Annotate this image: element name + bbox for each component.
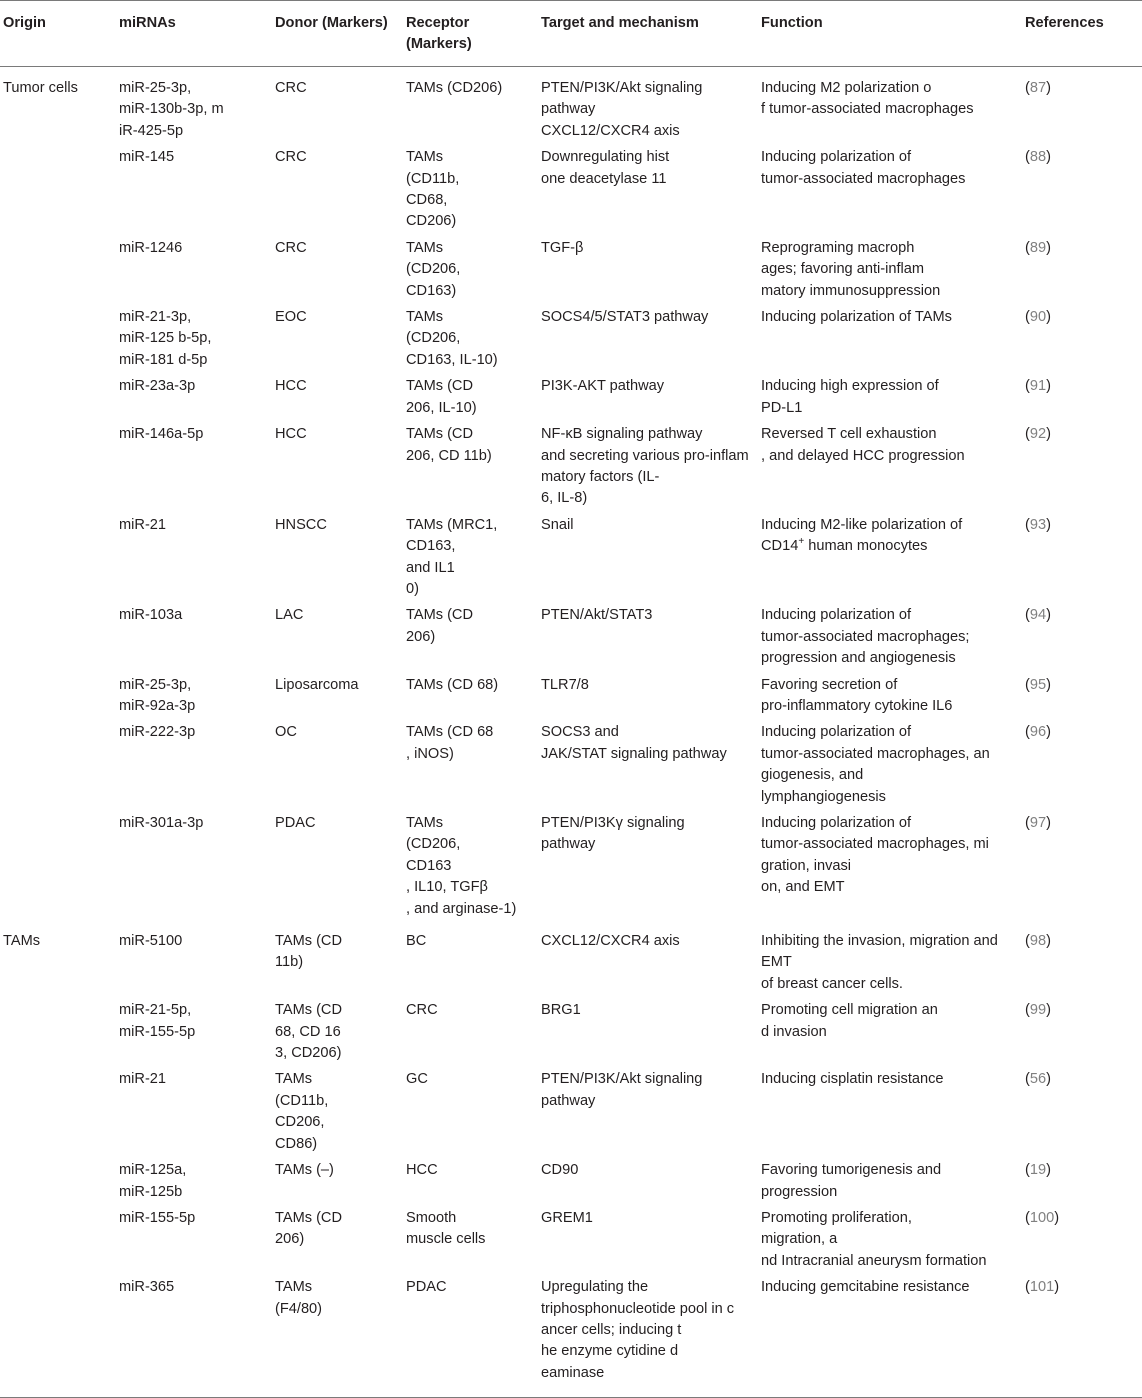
- cell-reference: (97): [1025, 815, 1051, 831]
- cell-reference: (98): [1025, 933, 1051, 950]
- cell-receptor: HCC: [406, 1162, 438, 1179]
- cell-mirnas: miR-21: [119, 1071, 167, 1088]
- cell-target: PTEN/PI3K/Akt signaling pathway: [541, 1071, 703, 1109]
- cell-donor: CRC: [275, 80, 307, 96]
- cell-function: Reprograming macroph ages; favoring anti-inflam matory immunosuppression: [761, 239, 941, 299]
- cell-mirnas: miR-25-3p, miR-130b-3p, m iR-425-5p: [119, 80, 224, 139]
- table-row: [0, 1277, 1142, 1398]
- cell-mirnas: miR-146a-5p: [119, 426, 204, 443]
- cell-target: PTEN/PI3K/Akt signaling pathway CXCL12/CXCR4 axis: [541, 80, 703, 139]
- cell-origin: [0, 1277, 116, 1398]
- cell-origin: [0, 813, 116, 925]
- cell-function: Inducing cisplatin resistance: [761, 1071, 944, 1088]
- cell-function: Inhibiting the invasion, migration and EMT of breast cancer cells.: [761, 933, 998, 992]
- cell-donor: TAMs (–): [275, 1162, 334, 1179]
- cell-target: GREM1: [541, 1209, 593, 1226]
- cell-donor: LAC: [275, 607, 304, 624]
- table-row: [0, 1208, 1142, 1277]
- cell-donor: HNSCC: [275, 516, 327, 533]
- reference-link[interactable]: 95: [1029, 676, 1047, 693]
- reference-link[interactable]: 100: [1029, 1209, 1055, 1226]
- cell-reference: (89): [1025, 239, 1051, 256]
- cell-origin: [0, 722, 116, 813]
- cell-function: Inducing polarization of tumor-associated macrophages; progression and angiogenesis: [761, 607, 970, 667]
- cell-donor: Liposarcoma: [275, 676, 359, 693]
- cell-mirnas: miR-103a: [119, 607, 183, 624]
- header-target: Target and mechanism: [541, 15, 699, 31]
- cell-reference: (101): [1025, 1279, 1060, 1296]
- cell-function: Inducing gemcitabine resistance: [761, 1279, 970, 1296]
- table-row: [0, 515, 1142, 606]
- cell-target: Downregulating hist one deacetylase 11: [541, 149, 670, 187]
- cell-receptor: TAMs (CD11b, CD68, CD206): [406, 149, 460, 230]
- cell-mirnas: miR-5100: [119, 933, 183, 950]
- cell-mirnas: miR-21-5p, miR-155-5p: [119, 1002, 196, 1040]
- cell-function: Inducing polarization of tumor-associated macrophages, mi gration, invasi on, and EMT: [761, 815, 989, 896]
- table-row: [0, 67, 1142, 148]
- cell-receptor: TAMs (CD206, CD163): [406, 239, 461, 299]
- cell-target: PTEN/Akt/STAT3: [541, 607, 653, 624]
- cell-reference: (91): [1025, 378, 1051, 395]
- header-function: Function: [761, 15, 823, 31]
- table-row: [0, 605, 1142, 674]
- cell-reference: (92): [1025, 426, 1051, 443]
- cell-function: Inducing M2 polarization o f tumor-associated macrophages: [761, 80, 974, 118]
- cell-function: Promoting proliferation, migration, a nd Intracranial aneurysm formation: [761, 1209, 987, 1269]
- cell-origin: Tumor cells: [3, 80, 78, 96]
- reference-link[interactable]: 19: [1029, 1162, 1047, 1179]
- cell-function: Favoring tumorigenesis and progression: [761, 1162, 942, 1200]
- cell-donor: HCC: [275, 378, 307, 395]
- cell-mirnas: miR-222-3p: [119, 724, 196, 741]
- cell-mirnas: miR-145: [119, 149, 175, 166]
- reference-link[interactable]: 101: [1029, 1279, 1055, 1296]
- cell-target: CXCL12/CXCR4 axis: [541, 933, 680, 950]
- cell-receptor: GC: [406, 1071, 428, 1088]
- reference-link[interactable]: 90: [1029, 309, 1047, 326]
- header-mirnas: miRNAs: [119, 15, 176, 31]
- table-row: [0, 925, 1142, 1000]
- cell-reference: (100): [1025, 1209, 1060, 1226]
- cell-reference: (19): [1025, 1162, 1051, 1179]
- cell-receptor: Smooth muscle cells: [406, 1209, 486, 1248]
- cell-donor: TAMs (CD11b, CD206, CD86): [275, 1071, 329, 1152]
- reference-link[interactable]: 96: [1029, 724, 1047, 741]
- cell-target: NF-κB signaling pathway and secreting various pro-inflam matory factors (IL- 6, IL-8): [541, 426, 749, 507]
- reference-link[interactable]: 89: [1029, 239, 1047, 256]
- cell-donor: CRC: [275, 239, 307, 256]
- cell-receptor: TAMs (CD206): [406, 80, 503, 96]
- cell-reference: (94): [1025, 607, 1051, 624]
- cell-receptor: TAMs (MRC1, CD163, and IL1 0): [406, 516, 498, 597]
- reference-link[interactable]: 56: [1029, 1071, 1047, 1088]
- cell-reference: (95): [1025, 676, 1051, 693]
- cell-function: Promoting cell migration an d invasion: [761, 1002, 938, 1040]
- cell-function: Reversed T cell exhaustion , and delayed HCC progression: [761, 426, 965, 464]
- reference-link[interactable]: 98: [1029, 933, 1047, 950]
- table-body: [0, 67, 1142, 1398]
- cell-donor: TAMs (F4/80): [275, 1279, 323, 1317]
- cell-origin: [0, 605, 116, 674]
- cell-mirnas: miR-365: [119, 1279, 175, 1296]
- header-receptor: Receptor (Markers): [406, 15, 472, 52]
- cell-receptor: TAMs (CD206, CD163 , IL10, TGFβ , and arginase-1): [406, 815, 517, 917]
- cell-target: TLR7/8: [541, 676, 589, 693]
- cell-reference: (87): [1025, 80, 1051, 96]
- reference-link[interactable]: 93: [1029, 516, 1047, 533]
- cell-function: Inducing polarization of TAMs: [761, 309, 952, 326]
- header-donor: Donor (Markers): [275, 15, 388, 31]
- cell-donor: CRC: [275, 149, 307, 166]
- cell-donor: PDAC: [275, 815, 316, 831]
- table-header: [0, 1, 1142, 67]
- cell-mirnas: miR-23a-3p: [119, 378, 196, 395]
- cell-target: Snail: [541, 516, 574, 533]
- cell-receptor: TAMs (CD 206, IL-10): [406, 378, 477, 416]
- cell-reference: (96): [1025, 724, 1051, 741]
- table-row: [0, 424, 1142, 515]
- cell-receptor: TAMs (CD 68): [406, 676, 499, 693]
- cell-mirnas: miR-155-5p: [119, 1209, 196, 1226]
- cell-target: PI3K-AKT pathway: [541, 378, 665, 395]
- cell-origin: [0, 424, 116, 515]
- cell-donor: TAMs (CD 206): [275, 1209, 343, 1248]
- table-row: [0, 1160, 1142, 1208]
- header-references: References: [1025, 15, 1104, 31]
- table-row: [0, 1000, 1142, 1069]
- reference-link[interactable]: 91: [1029, 378, 1047, 395]
- reference-link[interactable]: 99: [1029, 1002, 1047, 1019]
- cell-function: Inducing high expression of PD-L1: [761, 378, 939, 416]
- cell-mirnas: miR-21: [119, 516, 167, 533]
- cell-receptor: TAMs (CD206, CD163, IL-10): [406, 309, 498, 368]
- cell-origin: [0, 1069, 116, 1160]
- cell-mirnas: miR-21-3p, miR-125 b-5p, miR-181 d-5p: [119, 309, 212, 368]
- reference-link[interactable]: 87: [1029, 80, 1047, 96]
- cell-receptor: TAMs (CD 68 , iNOS): [406, 724, 494, 762]
- cell-receptor: TAMs (CD 206): [406, 607, 474, 645]
- table-row: [0, 675, 1142, 723]
- cell-origin: [0, 515, 116, 606]
- cell-target: SOCS4/5/STAT3 pathway: [541, 309, 709, 326]
- cell-reference: (90): [1025, 309, 1051, 326]
- cell-donor: TAMs (CD 68, CD 16 3, CD206): [275, 1002, 343, 1062]
- cell-target: BRG1: [541, 1002, 581, 1019]
- cell-target: SOCS3 and JAK/STAT signaling pathway: [541, 724, 727, 762]
- cell-donor: EOC: [275, 309, 307, 326]
- cell-origin: TAMs: [3, 933, 41, 950]
- cell-reference: (99): [1025, 1002, 1051, 1019]
- cell-target: Upregulating the triphosphonucleotide pool in c ancer cells; inducing t he enzyme cytidine d eaminase: [541, 1279, 735, 1381]
- cell-function: Inducing polarization of tumor-associated macrophages: [761, 149, 966, 187]
- cell-receptor: BC: [406, 933, 427, 950]
- cell-donor: OC: [275, 724, 297, 741]
- cell-origin: [0, 147, 116, 238]
- cell-target: CD90: [541, 1162, 579, 1179]
- header-row: [0, 1, 1142, 67]
- header-origin: Origin: [3, 15, 46, 31]
- cell-mirnas: miR-25-3p, miR-92a-3p: [119, 676, 196, 714]
- reference-link[interactable]: 97: [1029, 815, 1047, 831]
- reference-link[interactable]: 92: [1029, 426, 1047, 443]
- cell-donor: TAMs (CD 11b): [275, 933, 343, 971]
- cell-function: Favoring secretion of pro-inflammatory cytokine IL6: [761, 676, 953, 714]
- cell-origin: [0, 675, 116, 723]
- cell-receptor: TAMs (CD 206, CD 11b): [406, 426, 492, 464]
- table-row: [0, 1069, 1142, 1160]
- cell-reference: (56): [1025, 1071, 1051, 1088]
- cell-target: PTEN/PI3Kγ signaling pathway: [541, 815, 685, 853]
- cell-receptor: CRC: [406, 1002, 438, 1019]
- cell-reference: (93): [1025, 516, 1051, 533]
- reference-link[interactable]: 88: [1029, 149, 1047, 166]
- cell-target: TGF-β: [541, 239, 584, 256]
- cell-function: Inducing M2-like polarization of CD14+ human monocytes: [761, 516, 963, 555]
- cell-receptor: PDAC: [406, 1279, 447, 1296]
- cell-origin: [0, 238, 116, 307]
- cell-function: Inducing polarization of tumor-associated macrophages, an giogenesis, and lymphangiogenesis: [761, 724, 990, 805]
- table-row: [0, 722, 1142, 813]
- cell-origin: [0, 1160, 116, 1208]
- cell-origin: [0, 1000, 116, 1069]
- table-row: [0, 238, 1142, 307]
- cell-mirnas: miR-301a-3p: [119, 815, 204, 831]
- table-row: [0, 376, 1142, 424]
- cell-donor: HCC: [275, 426, 307, 443]
- table-row: [0, 307, 1142, 376]
- table-row: [0, 147, 1142, 238]
- cell-mirnas: miR-1246: [119, 239, 183, 256]
- cell-origin: [0, 376, 116, 424]
- cell-origin: [0, 307, 116, 376]
- cell-reference: (88): [1025, 149, 1051, 166]
- table-row: [0, 813, 1142, 925]
- reference-link[interactable]: 94: [1029, 607, 1047, 624]
- cell-origin: [0, 1208, 116, 1277]
- cell-mirnas: miR-125a, miR-125b: [119, 1162, 187, 1200]
